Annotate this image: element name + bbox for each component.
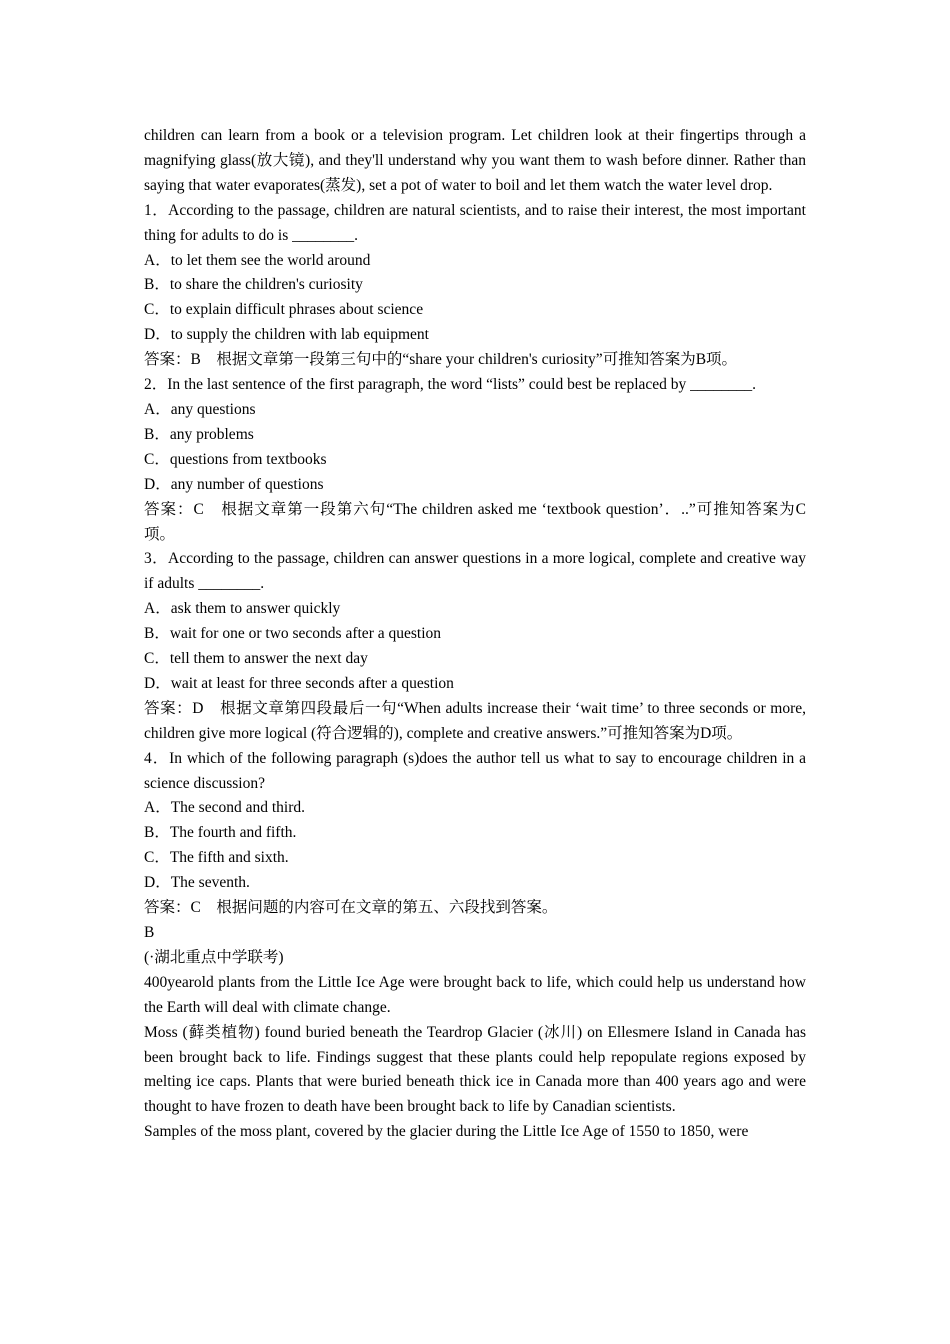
question-1: [144, 199, 806, 373]
question-2: [144, 373, 806, 547]
section-label: B: [144, 924, 155, 941]
answer-explanation: 答案：D 根据文章第四段最后一句“When adults increase their ‘wait time’ to three seconds or more, children give more logical (符合逻辑的), complete and creative answers.”可推知答案为D项。: [144, 699, 806, 742]
option-c: C．tell them to answer the next day: [144, 650, 368, 668]
option-b: B．to share the children's curiosity: [144, 276, 363, 294]
section-b: [144, 921, 806, 1145]
option-d: D．The seventh.: [144, 874, 250, 892]
option-c: C．questions from textbooks: [144, 450, 327, 468]
option-b: B．any problems: [144, 425, 254, 443]
answer-explanation: 答案：C 根据问题的内容可在文章的第五、六段找到答案。: [144, 899, 558, 917]
option-c: C．to explain difficult phrases about science: [144, 301, 424, 319]
option-a: A．The second and third.: [144, 799, 305, 817]
passage-paragraph: Moss (藓类植物) found buried beneath the Teardrop Glacier (冰川) on Ellesmere Island in Canada has been brought back to life. Findings suggest that these plants could help repopulate regions exposed by melting ice caps. Plants that were buried beneath thick ice in Canada more than 400 years ago and were thought to have frozen to death have been brought back to life by Canadian scientists.: [144, 1023, 806, 1116]
question-stem: 2．In the last sentence of the first paragraph, the word “lists” could best be replaced by ________.: [144, 376, 757, 394]
option-d: D．to supply the children with lab equipment: [144, 326, 429, 344]
section-source: (·湖北重点中学联考): [144, 948, 284, 966]
option-d: D．any number of questions: [144, 475, 324, 493]
question-stem: 1．According to the passage, children are natural scientists, and to raise their interest, the most important thing for adults to do is ________.: [144, 201, 806, 244]
question-4: [144, 747, 806, 921]
option-c: C．The fifth and sixth.: [144, 849, 289, 867]
option-a: A．any questions: [144, 400, 256, 418]
option-b: B．wait for one or two seconds after a question: [144, 625, 442, 643]
passage-paragraph: 400yearold plants from the Little Ice Age were brought back to life, which could help us understand how the Earth will deal with climate change.: [144, 973, 806, 1016]
question-stem: 3．According to the passage, children can answer questions in a more logical, complete and creative way if adults ________.: [144, 550, 806, 593]
answer-explanation: 答案：C 根据文章第一段第六句“The children asked me ‘textbook question’．..”可推知答案为C项。: [144, 500, 806, 543]
document-body: [144, 124, 806, 1145]
option-b: B．The fourth and fifth.: [144, 824, 297, 842]
answer-explanation: 答案：B 根据文章第一段第三句中的“share your children's curiosity”可推知答案为B项。: [144, 351, 738, 369]
passage-paragraph: Samples of the moss plant, covered by the glacier during the Little Ice Age of 1550 to 1850, were: [144, 1123, 749, 1141]
option-d: D．wait at least for three seconds after a question: [144, 674, 454, 692]
option-a: A．ask them to answer quickly: [144, 600, 341, 618]
option-a: A．to let them see the world around: [144, 251, 371, 269]
question-stem: 4．In which of the following paragraph (s)does the author tell us what to say to encourage children in a science discussion?: [144, 749, 806, 792]
intro-paragraph: children can learn from a book or a television program. Let children look at their fingertips through a magnifying glass(放大镜), and they'll understand why you want them to wash before dinner. Rather than saying that water evaporates(蒸发), set a pot of water to boil and let them watch the water level drop.: [144, 127, 806, 194]
question-3: [144, 547, 806, 746]
